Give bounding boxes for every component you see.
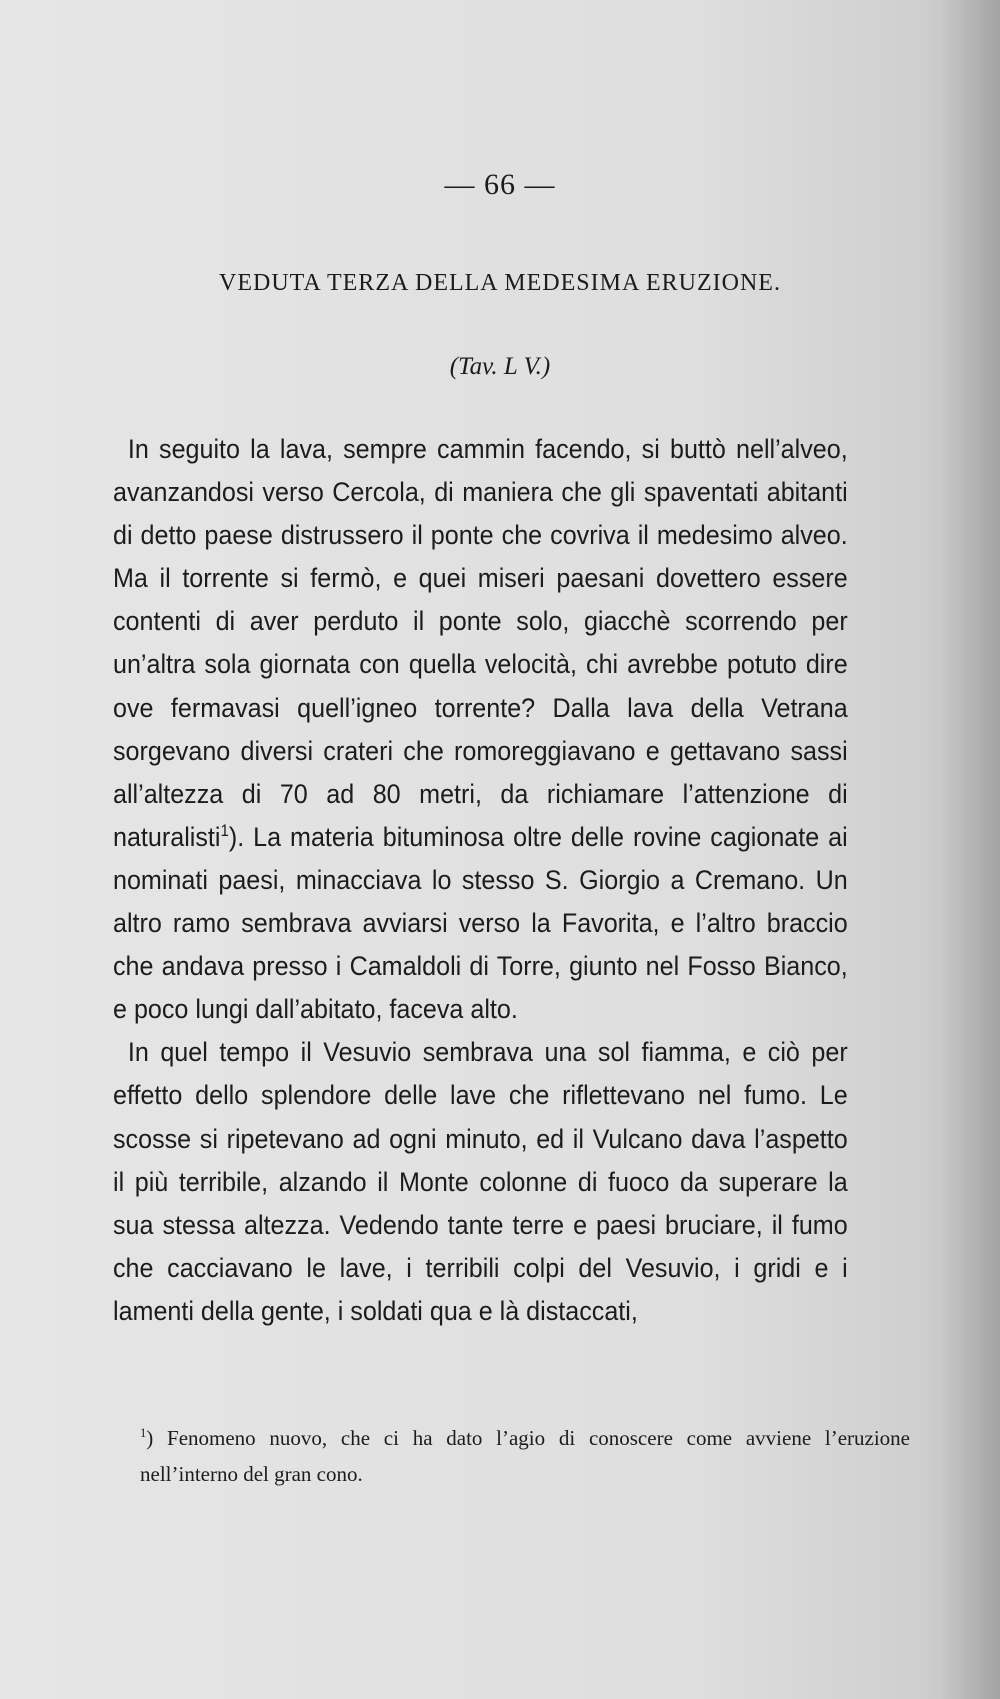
footnote-reference: 1 <box>220 821 229 840</box>
page-number: — 66 — <box>444 168 556 201</box>
section-title: VEDUTA TERZA DELLA MEDESIMA ERUZIONE. <box>219 270 781 296</box>
body-text <box>113 428 848 1333</box>
paragraph-1-continuation: ). La materia bituminosa oltre delle rovine cagionate ai nominati paesi, minacciava lo stesso S. Giorgio a Cremano. Un altro ramo sembrava avviarsi verso la Favorita, e l’altro braccio che andava presso i Camaldoli di Torre, giunto nel Fosso Bianco, e poco lungi dall’abitato, faceva alto. <box>113 821 848 1025</box>
paragraph-2: In quel tempo il Vesuvio sembrava una sol fiamma, e ciò per effetto dello splendore delle lave che riflettevano nel fumo. Le scosse si ripetevano ad ogni minuto, ed il Vulcano dava l’aspetto il più terribile, alzando il Monte colonne di fuoco da superare la sua stessa altezza. Vedendo tante terre e paesi bruciare, il fumo che cacciavano le lave, i terribili colpi del Vesuvio, i gridi e i lamenti della gente, i soldati qua e là distaccati, <box>113 1037 848 1326</box>
paragraph-1 <box>113 428 848 1031</box>
footnote <box>140 1420 910 1492</box>
plate-reference: (Tav. L V.) <box>449 353 551 380</box>
footnote-marker: 1 <box>140 1426 147 1440</box>
footnote-text: ) Fenomeno nuovo, che ci ha dato l’agio di conoscere come avviene l’eruzione nell’interno del gran cono. <box>140 1426 910 1486</box>
page-edge-shadow <box>940 0 1000 1699</box>
paragraph-1-text: In seguito la lava, sempre cammin facendo, si buttò nell’alveo, avanzandosi verso Cercola, di maniera che gli spaventati abitanti di detto paese distrussero il ponte che covriva il medesimo alveo. Ma il torrente si fermò, e quei miseri paesani dovettero essere contenti di aver perduto il ponte solo, giacchè scorrendo per un’altra sola giornata con quella velocità, chi avrebbe potuto dire ove fermavasi quell’igneo torrente? Dalla lava della Vetrana sorgevano diversi crateri che romoreggiavano e gettavano sassi all’altezza di 70 ad 80 metri, da richiamare l’attenzione di naturalisti <box>113 434 848 852</box>
